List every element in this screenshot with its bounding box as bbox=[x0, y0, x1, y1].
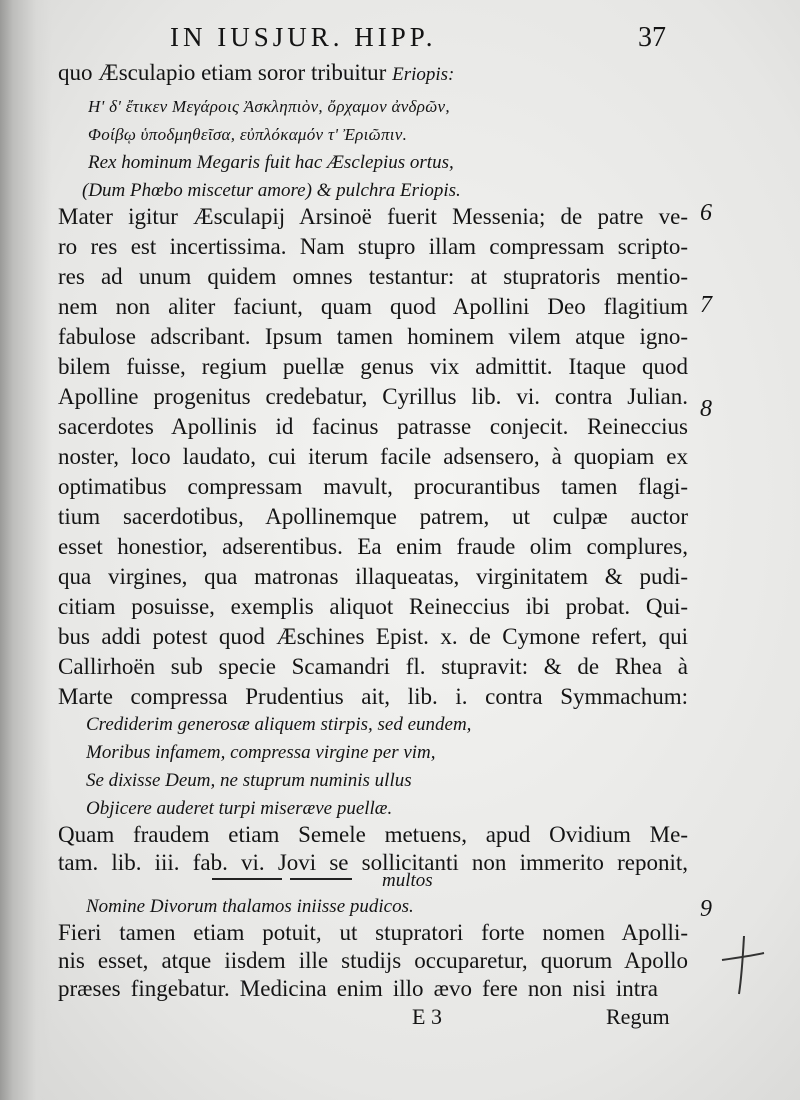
latin-verse: Rex hominum Megaris fuit hac Æsclepius ortus, bbox=[88, 152, 454, 173]
body-line: tam. lib. iii. fab. vi. Jovi se sollicitanti non immerito reponit, bbox=[58, 850, 688, 875]
body-line: Fieri tamen etiam potuit, ut stupratori forte nomen Apolli- bbox=[58, 920, 688, 945]
body-line: res ad unum quidem omnes testantur: at stupratoris mentio- bbox=[58, 264, 688, 289]
latin-verse: Objicere auderet turpi miseræve puellæ. bbox=[86, 798, 393, 819]
body-line: qua virgines, qua matronas illaqueatas, virginitatem & pudi- bbox=[58, 564, 688, 589]
dash-rule bbox=[212, 878, 282, 880]
body-line: citiam posuisse, exemplis aliquot Reineccius ibi probat. Qui- bbox=[58, 594, 688, 619]
greek-verse: Φοίβῳ ὑποδμηθεῖσα, εὐπλόκαμόν τʹ Ἐριῶπιν. bbox=[88, 125, 408, 144]
margin-note: 7 bbox=[700, 292, 712, 318]
body-line: Quam fraudem etiam Semele metuens, apud Ovidium Me- bbox=[58, 822, 688, 847]
margin-note: 8 bbox=[700, 396, 712, 422]
dash-rule bbox=[290, 878, 352, 880]
body-line: nem non aliter faciunt, quam quod Apollini Deo flagitium bbox=[58, 294, 688, 319]
text-span-italic: Eriopis: bbox=[392, 64, 455, 85]
body-line: præses fingebatur. Medicina enim illo ævo fere non nisi intra bbox=[58, 976, 658, 1001]
body-line: optimatibus compressam mavult, procurantibus tamen flagi- bbox=[58, 474, 688, 499]
body-line: Apolline progenitus credebatur, Cyrillus lib. vi. contra Julian. bbox=[58, 384, 688, 409]
signature-mark: E 3 bbox=[412, 1004, 442, 1029]
latin-verse: (Dum Phœbo miscetur amore) & pulchra Eriopis. bbox=[82, 180, 461, 201]
body-line: Marte compressa Prudentius ait, lib. i. contra Symmachum: bbox=[58, 684, 688, 709]
latin-verse: Se dixisse Deum, ne stuprum numinis ullus bbox=[86, 770, 412, 791]
catchword: Regum bbox=[606, 1004, 670, 1029]
text-line bbox=[58, 58, 688, 88]
body-line: tium sacerdotibus, Apollinemque patrem, ut culpæ auctor bbox=[58, 504, 688, 529]
body-line: ro res est incertissima. Nam stupro illam compressam scripto- bbox=[58, 234, 688, 259]
margin-note: 9 bbox=[700, 896, 712, 922]
latin-verse: Crediderim generosæ aliquem stirpis, sed eundem, bbox=[86, 714, 472, 735]
handwritten-cross-mark bbox=[718, 930, 768, 1000]
latin-verse: Moribus infamem, compressa virgine per vim, bbox=[86, 742, 436, 763]
latin-verse: multos bbox=[382, 870, 433, 891]
margin-note: 6 bbox=[700, 200, 712, 226]
body-line: bilem fuisse, regium puellæ genus vix admittit. Itaque quod bbox=[58, 354, 688, 379]
body-line: Mater igitur Æsculapij Arsinoë fuerit Messenia; de patre ve- bbox=[58, 204, 688, 229]
page-number: 37 bbox=[638, 22, 666, 53]
text-span: quo Æsculapio etiam soror tribuitur bbox=[58, 60, 387, 85]
latin-verse: Nomine Divorum thalamos iniisse pudicos. bbox=[86, 896, 414, 917]
body-line: bus addi potest quod Æschines Epist. x. de Cymone refert, qui bbox=[58, 624, 688, 649]
body-line: fabulose adscribant. Ipsum tamen hominem vilem atque igno- bbox=[58, 324, 688, 349]
binding-gutter-shadow bbox=[0, 0, 52, 1100]
body-line: nis esset, atque iisdem ille studijs occuparetur, quorum Apollo bbox=[58, 948, 688, 973]
body-line: sacerdotes Apollinis id facinus patrasse conjecit. Reineccius bbox=[58, 414, 688, 439]
greek-verse: Ηʹ δʹ ἔτικεν Μεγάροις Ἀσκληπιὸν, ὄρχαμον ἀνδρῶν, bbox=[88, 97, 450, 116]
body-line: noster, loco laudato, cui iterum facile adsensero, à quopiam ex bbox=[58, 444, 688, 469]
running-head: IN IUSJUR. HIPP. bbox=[170, 22, 437, 52]
body-line: Callirhoën sub specie Scamandri fl. stupravit: & de Rhea à bbox=[58, 654, 688, 679]
body-line: esset honestior, adserentibus. Ea enim fraude olim complures, bbox=[58, 534, 688, 559]
